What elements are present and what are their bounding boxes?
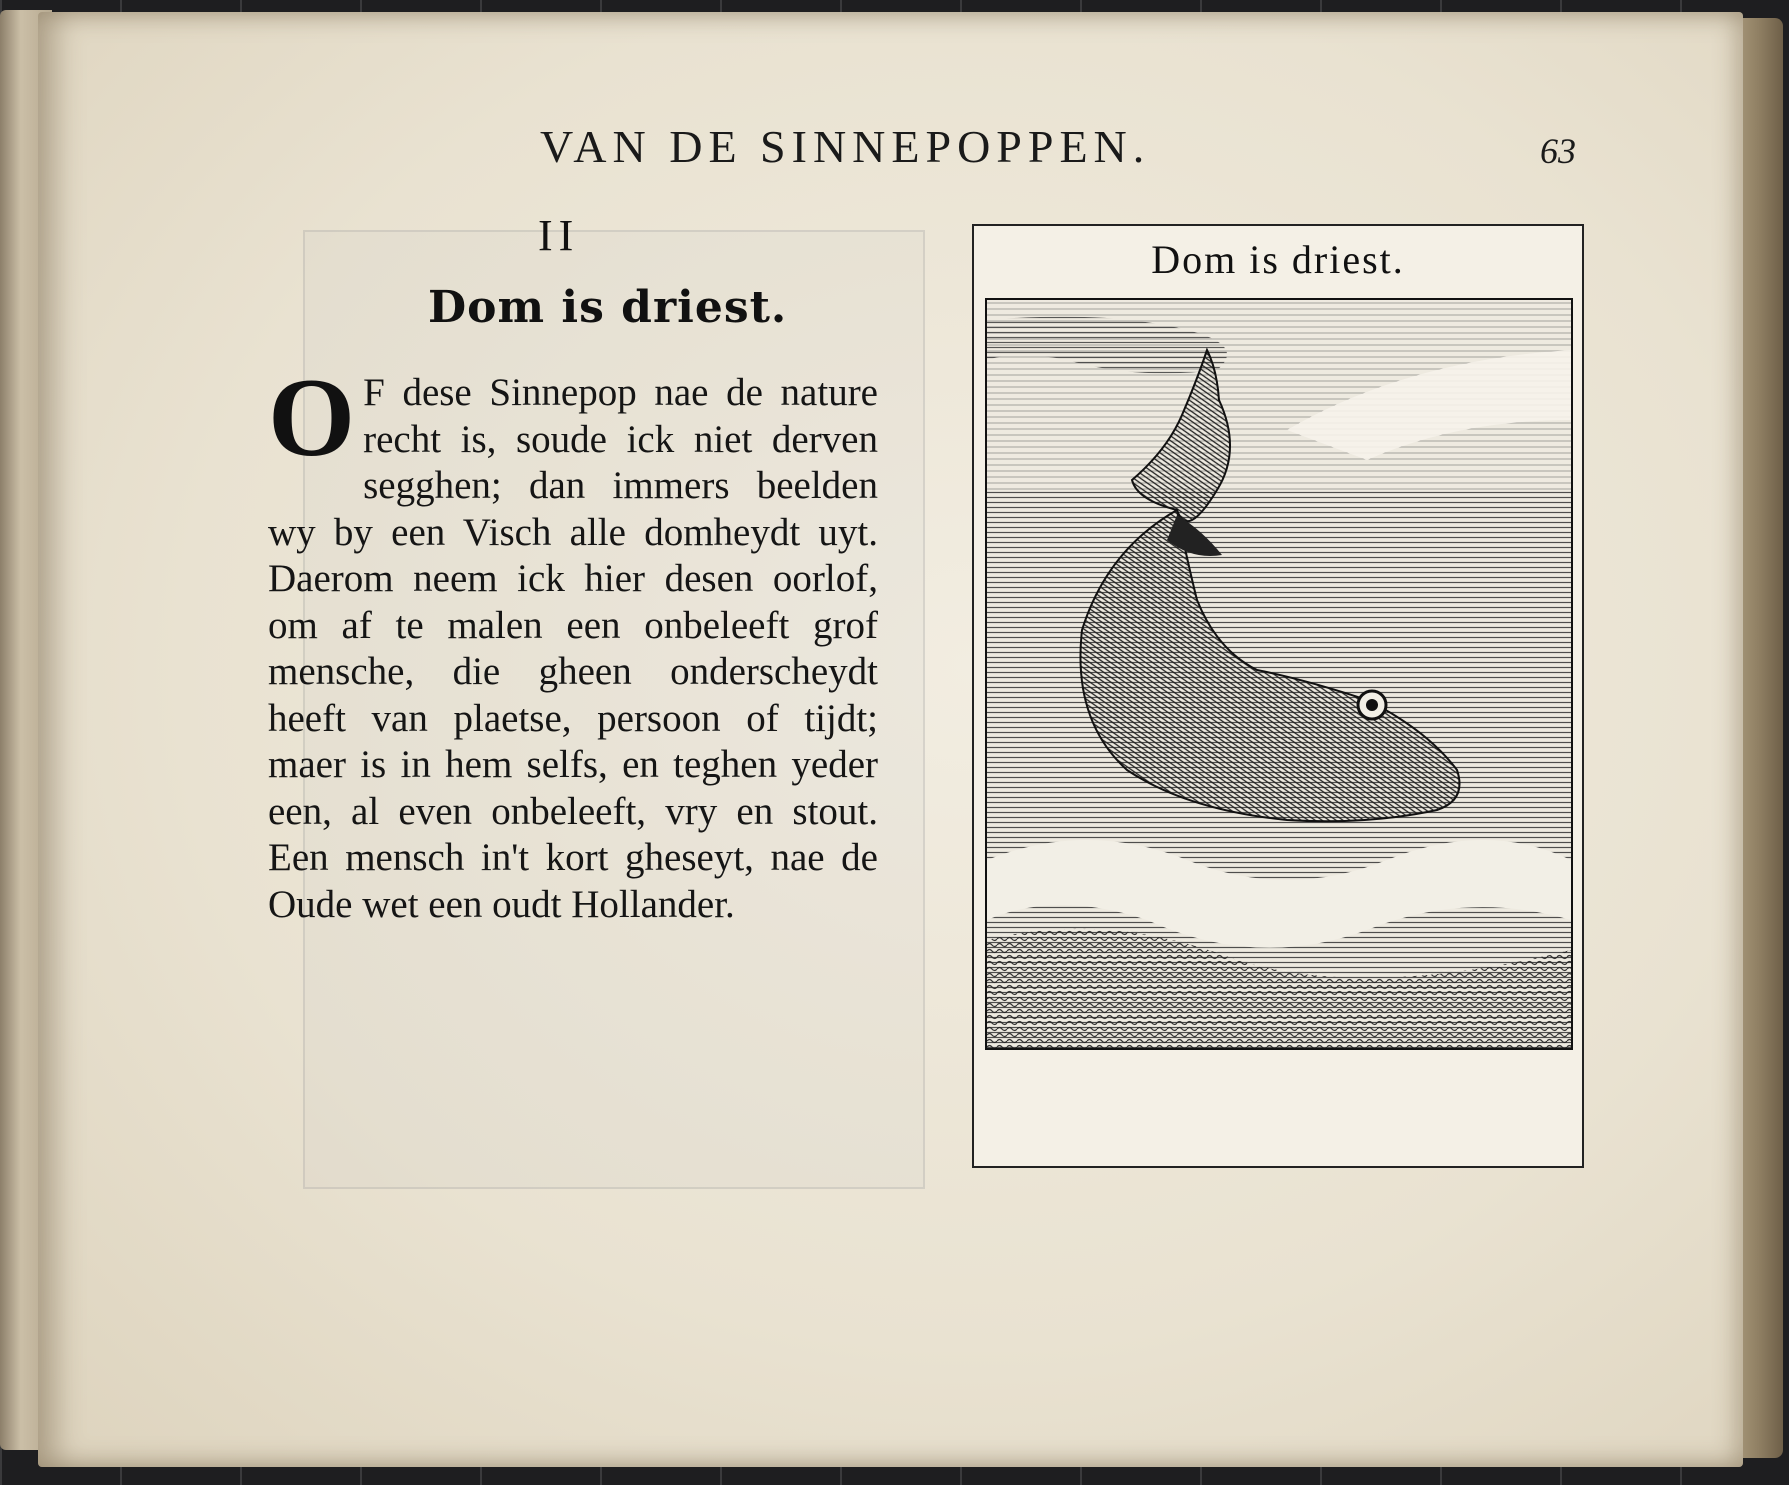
running-head: VAN DE SINNEPOPPEN. [540, 121, 1151, 172]
whale-engraving [985, 298, 1573, 1050]
section-number: II [538, 211, 580, 260]
emblem-plate [972, 224, 1584, 1168]
drop-cap: O [268, 356, 356, 480]
page-number: 63 [1540, 131, 1576, 171]
body-paragraph [268, 356, 878, 928]
plate-motto: Dom is driest. [1151, 237, 1405, 282]
body-text: F dese Sinnepop nae de nature recht is, soude ick niet derven segghen; dan immers beelden wy by een Visch alle domheydt uyt. Daerom neem ick hier desen oorlof, om af te malen een onbeleeft grof mensche, die gheen onderscheydt heeft van plaetse, persoon of tijdt; maer is in hem selfs, en teghen yeder een, al even onbeleeft, vry en stout. Een mensch in't kort gheseyt, nae de Oude wet een oudt Hollander. [268, 371, 878, 926]
section-title: Dom is driest. [428, 282, 788, 333]
engraving-illustration [987, 300, 1571, 1048]
